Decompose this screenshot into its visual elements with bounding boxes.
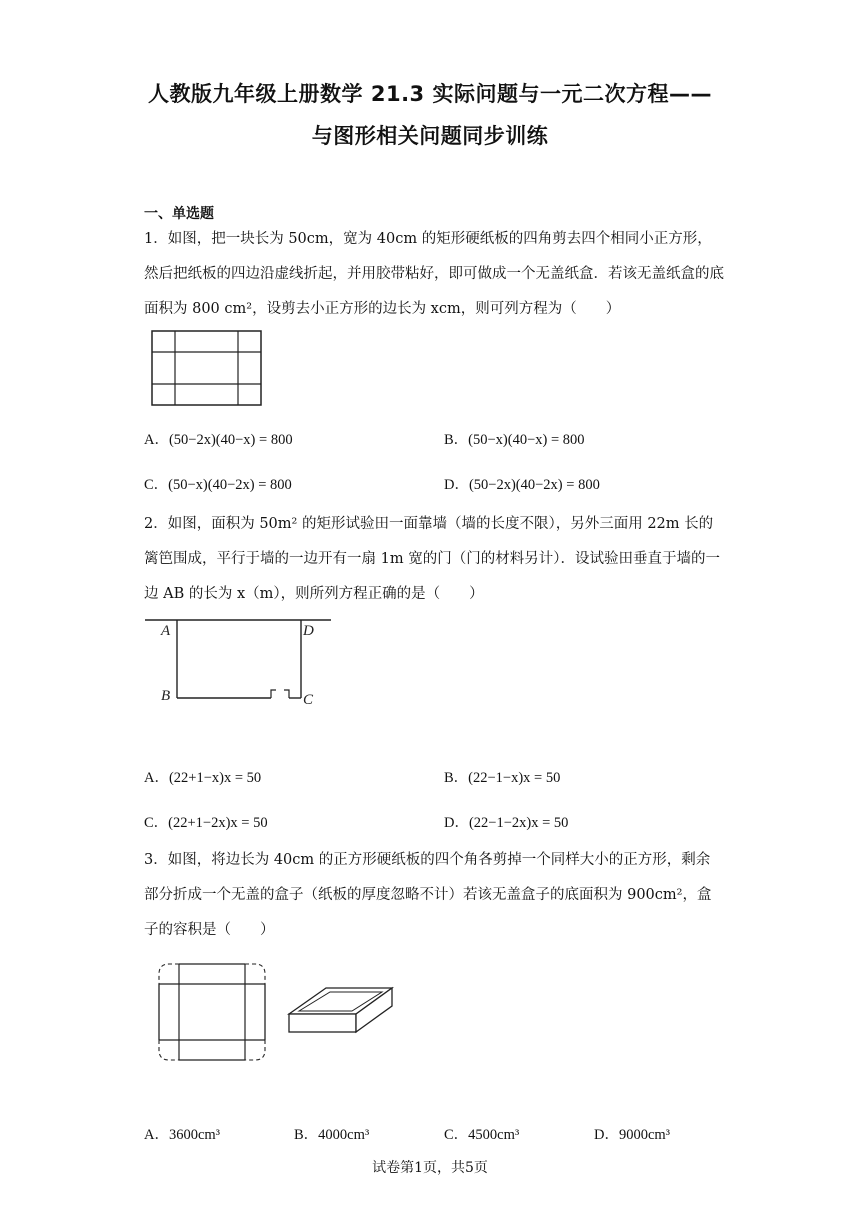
q2-option-d: D．(22−1−2x)x = 50 xyxy=(444,815,569,831)
q3-option-d: D．9000cm³ xyxy=(594,1127,671,1143)
q2-option-c: C．(22+1−2x)x = 50 xyxy=(144,815,268,831)
q1-option-c: C．(50−x)(40−2x) = 800 xyxy=(144,477,292,493)
q3-option-a: A．3600cm³ xyxy=(144,1127,221,1143)
question-1-text: 1．如图，把一块长为 50cm，宽为 40cm 的矩形硬纸板的四角剪去四个相同小正方形，然后把纸板的四边沿虚线折起，并用胶带粘好，即可做成一个无盖纸盒．若该无盖纸盒的底面积为 800 cm²，设剪去小正方形的边长为 xcm，则可列方程为（ ） xyxy=(144,231,724,317)
q1-cardboard-figure xyxy=(151,330,263,406)
section-heading: 一、单选题 xyxy=(144,206,214,222)
q2-option-a: A．(22+1−x)x = 50 xyxy=(144,770,262,786)
q1-option-b: B．(50−x)(40−x) = 800 xyxy=(444,432,585,448)
q1-option-d: D．(50−2x)(40−2x) = 800 xyxy=(444,477,600,493)
q3-open-box-figure xyxy=(286,982,396,1036)
q3-option-b: B．4000cm³ xyxy=(294,1127,370,1143)
document-title-line1: 人教版九年级上册数学 21.3 实际问题与一元二次方程—— xyxy=(148,82,712,106)
q3-option-c: C．4500cm³ xyxy=(444,1127,520,1143)
q1-option-a: A．(50−2x)(40−x) = 800 xyxy=(144,432,293,448)
label-c: C xyxy=(303,692,314,708)
label-b: B xyxy=(161,688,171,704)
document-title-line2: 与图形相关问题同步训练 xyxy=(311,124,549,148)
q3-square-board-figure xyxy=(157,962,269,1064)
q2-option-b: B．(22−1−x)x = 50 xyxy=(444,770,561,786)
q2-field-figure xyxy=(143,612,333,712)
label-d: D xyxy=(303,623,314,639)
question-2-text: 2．如图，面积为 50m² 的矩形试验田一面靠墙（墙的长度不限），另外三面用 22m 长的篱笆围成，平行于墙的一边开有一扇 1m 宽的门（门的材料另计）．设试验田垂直于墙的一边 AB 的长为 x（m），则所列方程正确的是（ ） xyxy=(144,516,720,602)
label-a: A xyxy=(161,623,171,639)
page-footer: 试卷第1页，共5页 xyxy=(372,1160,488,1176)
question-3-text: 3．如图，将边长为 40cm 的正方形硬纸板的四个角各剪掉一个同样大小的正方形，剩余部分折成一个无盖的盒子（纸板的厚度忽略不计）若该无盖盒子的底面积为 900cm²，盒子的容积是（ ） xyxy=(144,852,712,938)
